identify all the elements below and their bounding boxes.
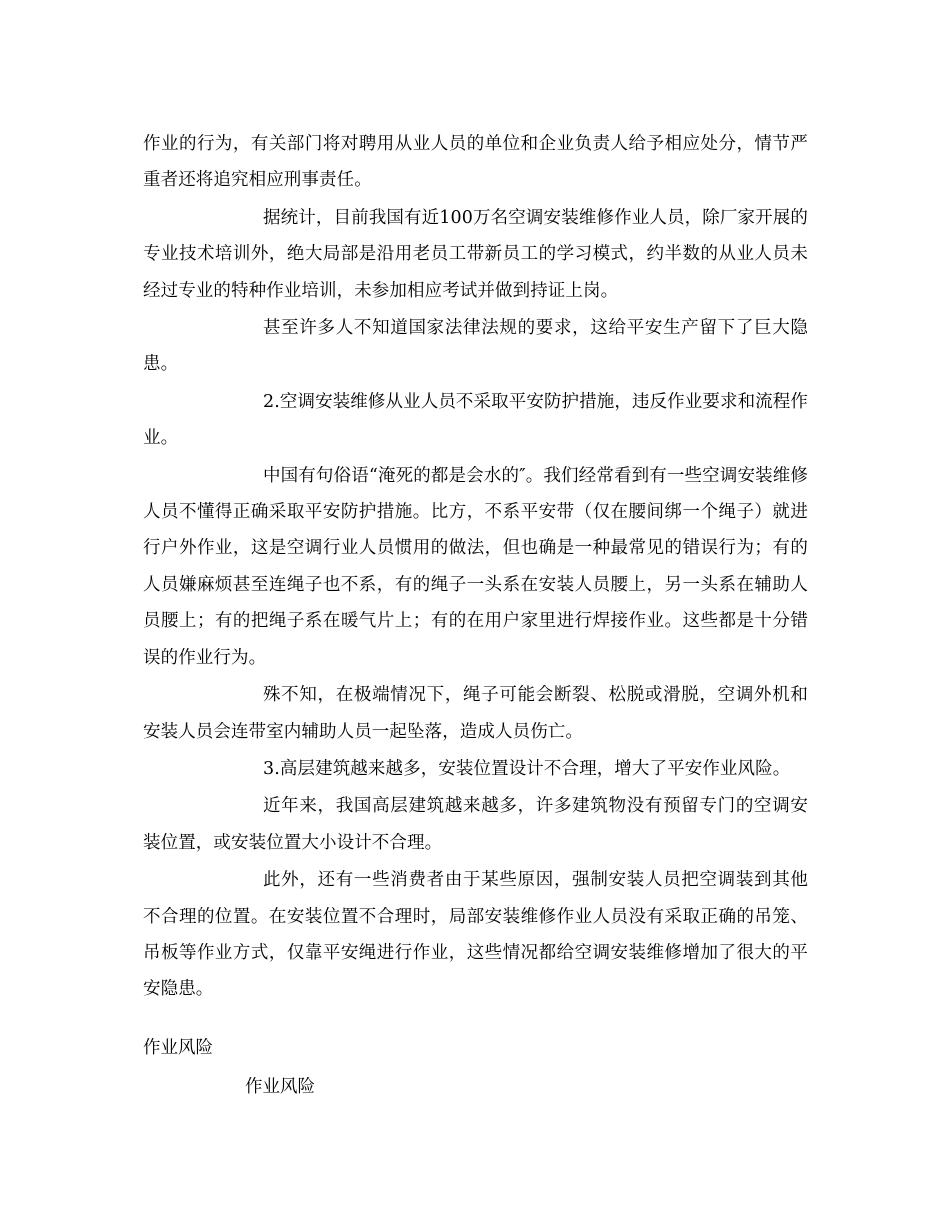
- paragraph-point-3: 3.高层建筑越来越多，安装位置设计不合理，增大了平安作业风险。: [263, 758, 791, 779]
- paragraph-extreme-cases: 殊不知，在极端情况下，绳子可能会断裂、松脱或滑脱，空调外机和安装人员会连带室内辅助人员一起坠落，造成人员伤亡。: [143, 685, 808, 742]
- paragraph-point-2: 2.空调安装维修从业人员不采取平安防护措施，违反作业要求和流程作业。: [143, 391, 808, 449]
- paragraph-continuation: 作业的行为，有关部门将对聘用从业人员的单位和企业负责人给予相应处分，情节严重者还将追究相应刑事责任。: [143, 134, 808, 191]
- paragraph-proverb: 中国有句俗语“淹死的都是会水的″。我们经常看到有一些空调安装维修人员不懂得正确采取平安防护措施。比方，不系平安带（仅在腰间绑一个绳子）就进行户外作业，这是空调行业人员惯用的做法，但也确是一种最常见的错误行为；有的人员嫌麻烦甚至连绳子也不系，有的绳子一头系在安装人员腰上，另一头系在辅助人员腰上；有的把绳子系在暖气片上；有的在用户家里进行焊接作业。这些都是十分错误的作业行为。: [143, 465, 808, 668]
- section-heading-indented: 作业风险: [245, 1077, 315, 1097]
- section-heading-left: 作业风险: [143, 1038, 213, 1058]
- paragraph-additionally: 此外，还有一些消费者由于某些原因，强制安装人员把空调装到其他不合理的位置。在安装位置不合理时，局部安装维修作业人员没有采取正确的吊笼、吊板等作业方式，仅靠平安绳进行作业，这些情况都给空调安装维修增加了很大的平安隐患。: [143, 870, 808, 1000]
- paragraph-hidden-danger: 甚至许多人不知道国家法律法规的要求，这给平安生产留下了巨大隐患。: [143, 318, 808, 375]
- paragraph-high-rise: 近年来，我国高层建筑越来越多，许多建筑物没有预留专门的空调安装位置，或安装位置大小设计不合理。: [143, 796, 808, 853]
- paragraph-statistics: 据统计，目前我国有近100万名空调安装维修作业人员，除厂家开展的专业技术培训外，绝大局部是沿用老员工带新员工的学习模式，约半数的从业人员未经过专业的特种作业培训，未参加相应考试并做到持证上岗。: [143, 207, 808, 301]
- document-body: [143, 126, 808, 1008]
